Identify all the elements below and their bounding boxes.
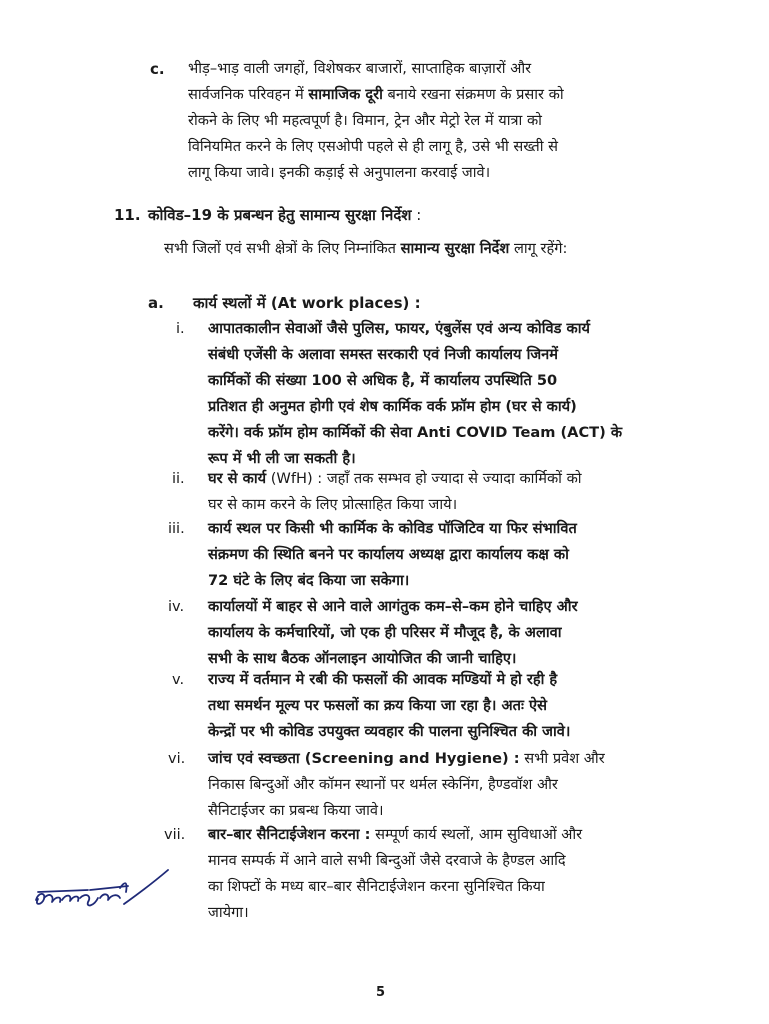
- item-i-text: आपातकालीन सेवाओं जैसे पुलिस, फायर, एंबुलेंस एवं अन्य कोविड कार्य संबंधी एजेंसी के अलावा समस्त सरकारी एवं निजी कार्यालय जिनमें कार्मिकों की संख्या 100 से अधिक है, में कार्यालय उपस्थिति 50 प्रतिशत ही अनुमत होगी एवं शेष कार्मिक वर्क फ्रॉम होम (घर से कार्य) करेंगे। वर्क फ्रॉम होम कार्मिकों की सेवा Anti COVID Team (ACT) के रूप में भी ली जा सकती है।: [208, 320, 623, 467]
- item-c-text: [188, 56, 678, 186]
- sub-a-title: कार्य स्थलों में (At work places) :: [193, 294, 421, 312]
- page-number: 5: [376, 985, 386, 1000]
- item-v-marker: v.: [172, 672, 185, 688]
- handwritten-signature: [28, 852, 178, 922]
- sub-a-marker: a.: [148, 294, 164, 312]
- item-vi-marker: vi.: [168, 751, 186, 767]
- wfh-term: घर से कार्य: [208, 470, 267, 487]
- section-11-title: कोविड–19 के प्रबन्धन हेतु सामान्य सुरक्षा निर्देश: [148, 206, 412, 224]
- item-c-line-5: लागू किया जावे। इनकी कड़ाई से अनुपालना करवाई जावे।: [188, 164, 491, 181]
- section-11-heading: कोविड–19 के प्रबन्धन हेतु सामान्य सुरक्षा निर्देश :: [148, 206, 422, 224]
- item-iv-text: कार्यालयों में बाहर से आने वाले आगंतुक कम–से–कम होने चाहिए और कार्यालय के कर्मचारियों, जो एक ही परिसर में मौजूद है, के अलावा सभी के साथ बैठक ऑनलाइन आयोजित की जानी चाहिए।: [208, 598, 578, 667]
- item-iii-text: कार्य स्थल पर किसी भी कार्मिक के कोविड पॉजिटिव या फिर संभावित संक्रमण की स्थिति बनने पर कार्यालय अध्यक्ष द्वारा कार्यालय कक्ष को 72 घंटे के लिए बंद किया जा सकेगा।: [208, 520, 577, 589]
- item-ii-marker: ii.: [172, 471, 185, 487]
- item-c-line-2: सार्वजनिक परिवहन में सामाजिक दूरी बनाये रखना संक्रमण के प्रसार को: [188, 86, 564, 103]
- section-11-number: 11.: [114, 206, 141, 224]
- item-vi-text: जांच एवं स्वच्छता (Screening and Hygiene) : सभी प्रवेश और निकास बिन्दुओं और कॉमन स्थानों पर थर्मल स्केनिंग, हैण्डवॉश और सैनिटाईजर का प्रबन्ध किया जावे।: [208, 750, 605, 819]
- item-iv-marker: iv.: [168, 599, 185, 615]
- sanitization-term: बार–बार सैनिटाईजेशन करना :: [208, 826, 371, 843]
- item-ii-text: घर से कार्य (WfH) : जहाँ तक सम्भव हो ज्यादा से ज्यादा कार्मिकों को घर से काम करने के लिए प्रोत्साहित किया जाये।: [208, 470, 582, 513]
- general-safety-instructions-term: सामान्य सुरक्षा निर्देश: [400, 240, 510, 257]
- item-c-line-4: विनियमित करने के लिए एसओपी पहले से ही लागू है, उसे भी सख्ती से: [188, 138, 559, 155]
- section-11-intro: सभी जिलों एवं सभी क्षेत्रों के लिए निम्नांकित सामान्य सुरक्षा निर्देश लागू रहेंगे:: [164, 240, 568, 257]
- social-distance-term: सामाजिक दूरी: [308, 86, 383, 103]
- item-iii-marker: iii.: [168, 521, 185, 537]
- item-c-marker: c.: [150, 60, 165, 78]
- item-i-marker: i.: [176, 321, 185, 337]
- item-vii-text: बार–बार सैनिटाईजेशन करना : सम्पूर्ण कार्य स्थलों, आम सुविधाओं और मानव सम्पर्क में आने वाले सभी बिन्दुओं जैसे दरवाजे के हैण्डल आदि का शिफ्टों के मध्य बार–बार सैनिटाईजेशन करना सुनिश्चित किया जायेगा।: [208, 826, 583, 921]
- item-vii-marker: vii.: [164, 827, 186, 843]
- item-c-line-3: रोकने के लिए भी महत्वपूर्ण है। विमान, ट्रेन और मेट्रो रेल में यात्रा को: [188, 112, 542, 129]
- item-c-line-1: भीड़–भाड़ वाली जगहों, विशेषकर बाजारों, साप्ताहिक बाज़ारों और: [188, 60, 532, 77]
- screening-hygiene-term: जांच एवं स्वच्छता (Screening and Hygiene) :: [208, 750, 520, 767]
- item-v-text: राज्य में वर्तमान मे रबी की फसलों की आवक मण्डियों मे हो रही है तथा समर्थन मूल्य पर फसलों का क्रय किया जा रहा है। अतः ऐसे केन्द्रों पर भी कोविड उपयुक्त व्यवहार की पालना सुनिश्चित की जावे।: [208, 671, 571, 740]
